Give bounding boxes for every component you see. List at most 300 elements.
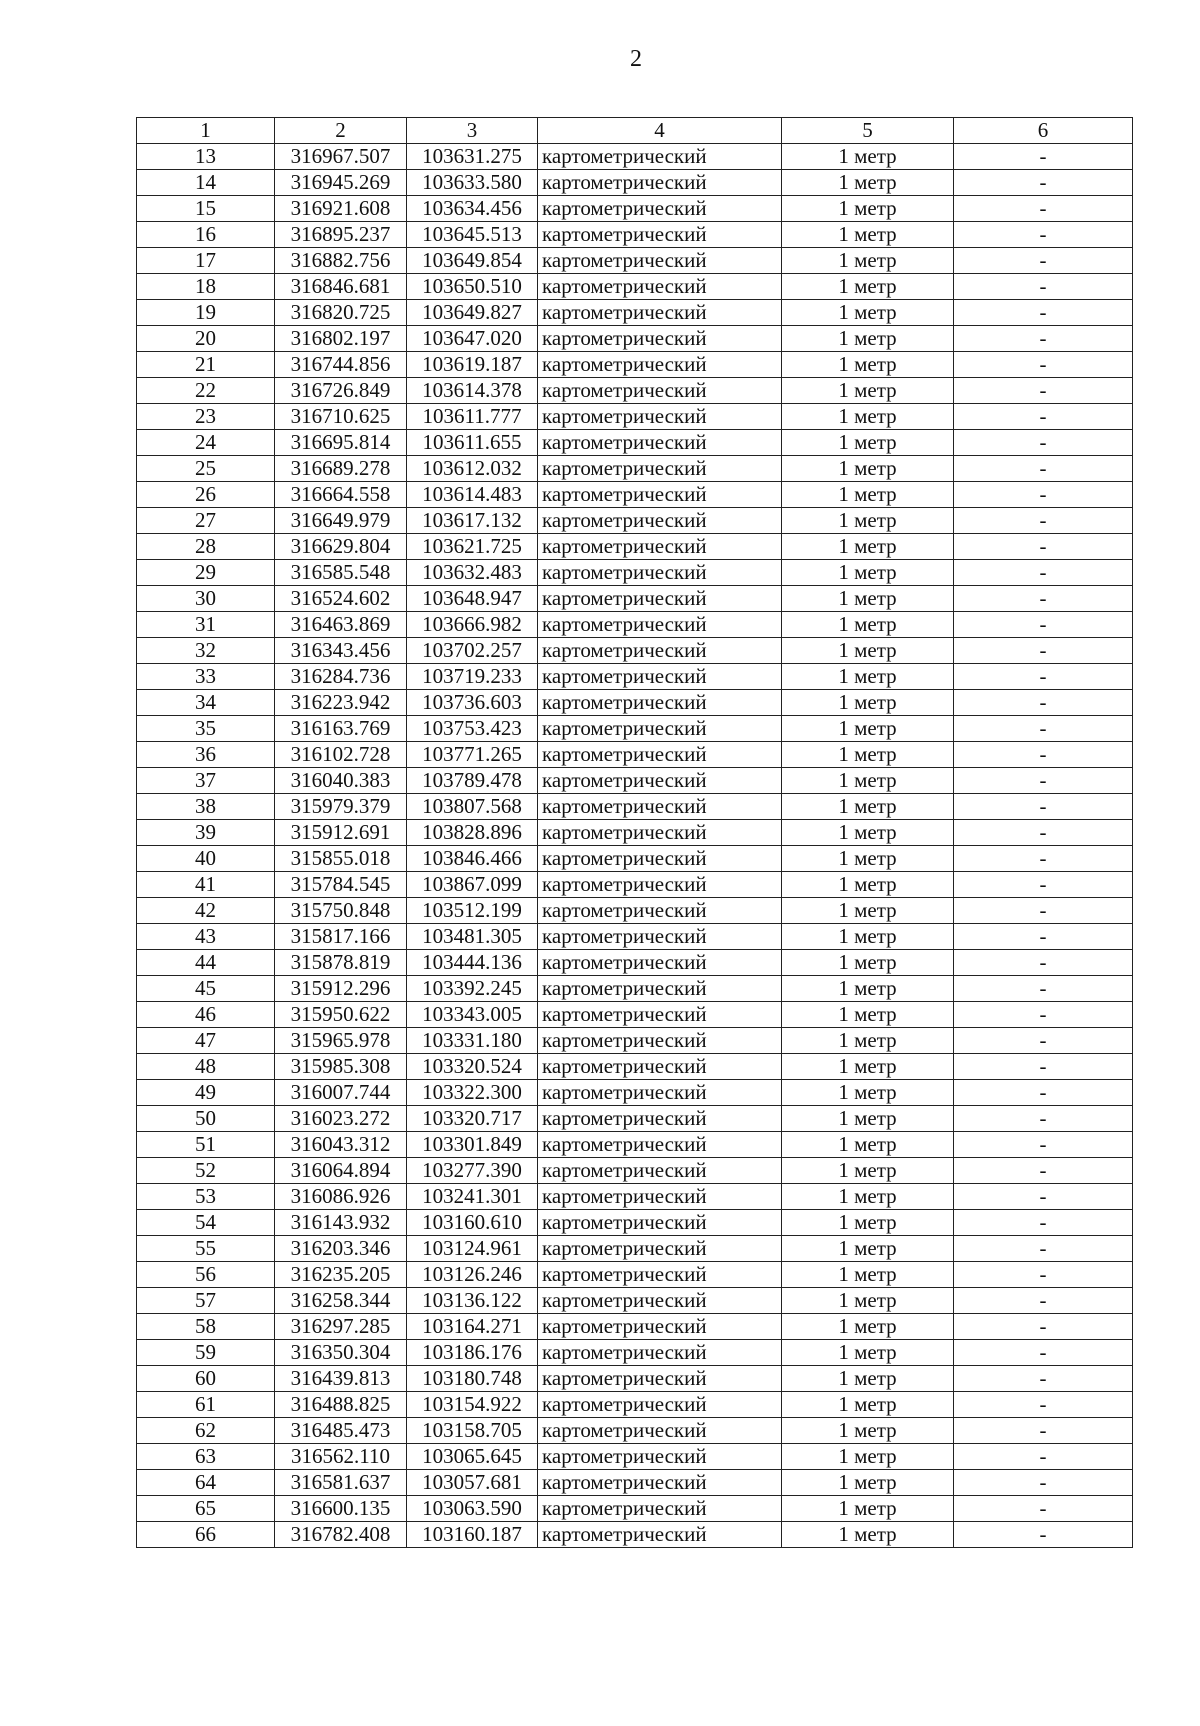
table-row (137, 1132, 1133, 1158)
cell-accuracy: 1 метр (782, 222, 954, 248)
cell-accuracy: 1 метр (782, 1210, 954, 1236)
cell-coordinate-x: 315912.296 (275, 976, 407, 1002)
cell-accuracy: 1 метр (782, 1366, 954, 1392)
table-row (137, 872, 1133, 898)
cell-point-number: 37 (137, 768, 275, 794)
cell-point-number: 48 (137, 1054, 275, 1080)
cell-coordinate-x: 316695.814 (275, 430, 407, 456)
cell-point-number: 42 (137, 898, 275, 924)
cell-coordinate-y: 103241.301 (407, 1184, 538, 1210)
cell-point-number: 46 (137, 1002, 275, 1028)
cell-coordinate-x: 316524.602 (275, 586, 407, 612)
cell-method: картометрический (538, 1392, 782, 1418)
cell-point-number: 49 (137, 1080, 275, 1106)
cell-point-number: 18 (137, 274, 275, 300)
cell-accuracy: 1 метр (782, 1028, 954, 1054)
cell-note: - (954, 690, 1133, 716)
table-row (137, 1340, 1133, 1366)
cell-coordinate-x: 316882.756 (275, 248, 407, 274)
cell-point-number: 43 (137, 924, 275, 950)
table-row (137, 1366, 1133, 1392)
cell-accuracy: 1 метр (782, 1340, 954, 1366)
cell-method: картометрический (538, 1314, 782, 1340)
cell-accuracy: 1 метр (782, 274, 954, 300)
cell-coordinate-y: 103649.827 (407, 300, 538, 326)
cell-coordinate-x: 316689.278 (275, 456, 407, 482)
cell-method: картометрический (538, 378, 782, 404)
cell-coordinate-x: 316649.979 (275, 508, 407, 534)
cell-coordinate-x: 316235.205 (275, 1262, 407, 1288)
cell-point-number: 33 (137, 664, 275, 690)
table-row (137, 1444, 1133, 1470)
table-row (137, 664, 1133, 690)
column-header: 5 (782, 118, 954, 144)
cell-accuracy: 1 метр (782, 664, 954, 690)
cell-coordinate-y: 103648.947 (407, 586, 538, 612)
cell-accuracy: 1 метр (782, 1262, 954, 1288)
cell-coordinate-y: 103331.180 (407, 1028, 538, 1054)
cell-point-number: 32 (137, 638, 275, 664)
cell-note: - (954, 976, 1133, 1002)
column-header: 6 (954, 118, 1133, 144)
cell-note: - (954, 560, 1133, 586)
cell-coordinate-x: 315750.848 (275, 898, 407, 924)
cell-accuracy: 1 метр (782, 352, 954, 378)
cell-note: - (954, 1366, 1133, 1392)
cell-coordinate-y: 103753.423 (407, 716, 538, 742)
cell-coordinate-y: 103611.655 (407, 430, 538, 456)
cell-coordinate-y: 103650.510 (407, 274, 538, 300)
cell-point-number: 61 (137, 1392, 275, 1418)
table-row (137, 794, 1133, 820)
cell-note: - (954, 820, 1133, 846)
table-row (137, 612, 1133, 638)
cell-accuracy: 1 метр (782, 378, 954, 404)
cell-note: - (954, 768, 1133, 794)
cell-accuracy: 1 метр (782, 1288, 954, 1314)
cell-coordinate-y: 103512.199 (407, 898, 538, 924)
cell-coordinate-y: 103719.233 (407, 664, 538, 690)
cell-coordinate-y: 103160.610 (407, 1210, 538, 1236)
cell-coordinate-x: 315855.018 (275, 846, 407, 872)
cell-coordinate-x: 316710.625 (275, 404, 407, 430)
cell-method: картометрический (538, 976, 782, 1002)
cell-coordinate-x: 316921.608 (275, 196, 407, 222)
cell-coordinate-y: 103126.246 (407, 1262, 538, 1288)
cell-accuracy: 1 метр (782, 1132, 954, 1158)
cell-coordinate-y: 103057.681 (407, 1470, 538, 1496)
cell-accuracy: 1 метр (782, 1522, 954, 1548)
cell-point-number: 38 (137, 794, 275, 820)
cell-accuracy: 1 метр (782, 196, 954, 222)
cell-point-number: 59 (137, 1340, 275, 1366)
cell-coordinate-x: 316007.744 (275, 1080, 407, 1106)
table-row (137, 1002, 1133, 1028)
cell-point-number: 50 (137, 1106, 275, 1132)
cell-note: - (954, 846, 1133, 872)
cell-accuracy: 1 метр (782, 482, 954, 508)
cell-note: - (954, 430, 1133, 456)
cell-coordinate-x: 316439.813 (275, 1366, 407, 1392)
cell-coordinate-y: 103612.032 (407, 456, 538, 482)
cell-coordinate-y: 103647.020 (407, 326, 538, 352)
cell-point-number: 30 (137, 586, 275, 612)
table-row (137, 1470, 1133, 1496)
table-row (137, 196, 1133, 222)
cell-point-number: 55 (137, 1236, 275, 1262)
cell-coordinate-y: 103154.922 (407, 1392, 538, 1418)
cell-note: - (954, 300, 1133, 326)
cell-point-number: 51 (137, 1132, 275, 1158)
table-row (137, 534, 1133, 560)
cell-point-number: 22 (137, 378, 275, 404)
cell-coordinate-x: 316846.681 (275, 274, 407, 300)
table-row (137, 976, 1133, 1002)
coordinates-table (136, 117, 1133, 1548)
cell-method: картометрический (538, 1132, 782, 1158)
table-row (137, 1236, 1133, 1262)
cell-coordinate-y: 103301.849 (407, 1132, 538, 1158)
table-row (137, 1106, 1133, 1132)
cell-accuracy: 1 метр (782, 1158, 954, 1184)
cell-point-number: 28 (137, 534, 275, 560)
cell-coordinate-x: 315950.622 (275, 1002, 407, 1028)
table-row (137, 1314, 1133, 1340)
cell-coordinate-y: 103164.271 (407, 1314, 538, 1340)
cell-coordinate-y: 103634.456 (407, 196, 538, 222)
page-number: 2 (630, 46, 642, 72)
cell-method: картометрический (538, 1002, 782, 1028)
table-row (137, 456, 1133, 482)
cell-method: картометрический (538, 1444, 782, 1470)
cell-point-number: 45 (137, 976, 275, 1002)
table-row (137, 1080, 1133, 1106)
cell-accuracy: 1 метр (782, 560, 954, 586)
cell-accuracy: 1 метр (782, 898, 954, 924)
cell-coordinate-y: 103065.645 (407, 1444, 538, 1470)
cell-method: картометрический (538, 430, 782, 456)
cell-note: - (954, 1080, 1133, 1106)
cell-coordinate-x: 315878.819 (275, 950, 407, 976)
table-row (137, 144, 1133, 170)
cell-note: - (954, 1496, 1133, 1522)
cell-method: картометрический (538, 196, 782, 222)
cell-point-number: 19 (137, 300, 275, 326)
table-header-row (137, 118, 1133, 144)
table-row (137, 1054, 1133, 1080)
cell-accuracy: 1 метр (782, 170, 954, 196)
cell-point-number: 62 (137, 1418, 275, 1444)
cell-coordinate-x: 316782.408 (275, 1522, 407, 1548)
cell-method: картометрический (538, 508, 782, 534)
cell-coordinate-y: 103180.748 (407, 1366, 538, 1392)
table-row (137, 248, 1133, 274)
cell-coordinate-x: 316258.344 (275, 1288, 407, 1314)
table-row (137, 898, 1133, 924)
cell-point-number: 58 (137, 1314, 275, 1340)
cell-method: картометрический (538, 274, 782, 300)
cell-note: - (954, 1210, 1133, 1236)
cell-coordinate-y: 103846.466 (407, 846, 538, 872)
cell-note: - (954, 196, 1133, 222)
cell-accuracy: 1 метр (782, 326, 954, 352)
cell-method: картометрический (538, 586, 782, 612)
cell-method: картометрический (538, 326, 782, 352)
cell-coordinate-x: 316581.637 (275, 1470, 407, 1496)
table-row (137, 1392, 1133, 1418)
cell-coordinate-x: 316945.269 (275, 170, 407, 196)
cell-method: картометрический (538, 144, 782, 170)
cell-method: картометрический (538, 1496, 782, 1522)
cell-accuracy: 1 метр (782, 1106, 954, 1132)
cell-method: картометрический (538, 898, 782, 924)
cell-coordinate-x: 316463.869 (275, 612, 407, 638)
cell-method: картометрический (538, 1210, 782, 1236)
cell-coordinate-y: 103320.717 (407, 1106, 538, 1132)
cell-method: картометрический (538, 456, 782, 482)
cell-accuracy: 1 метр (782, 612, 954, 638)
table-row (137, 716, 1133, 742)
cell-coordinate-y: 103617.132 (407, 508, 538, 534)
cell-coordinate-x: 316585.548 (275, 560, 407, 586)
table-row (137, 1158, 1133, 1184)
cell-coordinate-y: 103611.777 (407, 404, 538, 430)
cell-method: картометрический (538, 222, 782, 248)
cell-accuracy: 1 метр (782, 924, 954, 950)
cell-coordinate-y: 103621.725 (407, 534, 538, 560)
cell-method: картометрический (538, 482, 782, 508)
cell-coordinate-y: 103158.705 (407, 1418, 538, 1444)
cell-coordinate-y: 103828.896 (407, 820, 538, 846)
cell-note: - (954, 1028, 1133, 1054)
cell-note: - (954, 222, 1133, 248)
table-row (137, 1184, 1133, 1210)
cell-accuracy: 1 метр (782, 1392, 954, 1418)
cell-coordinate-y: 103614.483 (407, 482, 538, 508)
cell-accuracy: 1 метр (782, 248, 954, 274)
cell-method: картометрический (538, 248, 782, 274)
cell-coordinate-y: 103633.580 (407, 170, 538, 196)
cell-note: - (954, 352, 1133, 378)
cell-note: - (954, 1444, 1133, 1470)
cell-accuracy: 1 метр (782, 1496, 954, 1522)
cell-method: картометрический (538, 1106, 782, 1132)
cell-method: картометрический (538, 846, 782, 872)
cell-note: - (954, 872, 1133, 898)
cell-coordinate-x: 316143.932 (275, 1210, 407, 1236)
cell-coordinate-y: 103444.136 (407, 950, 538, 976)
cell-method: картометрический (538, 404, 782, 430)
table-row (137, 378, 1133, 404)
cell-point-number: 41 (137, 872, 275, 898)
cell-method: картометрический (538, 1288, 782, 1314)
cell-point-number: 15 (137, 196, 275, 222)
cell-note: - (954, 1002, 1133, 1028)
cell-accuracy: 1 метр (782, 638, 954, 664)
table-row (137, 508, 1133, 534)
cell-coordinate-x: 316023.272 (275, 1106, 407, 1132)
cell-point-number: 44 (137, 950, 275, 976)
cell-coordinate-x: 316485.473 (275, 1418, 407, 1444)
cell-point-number: 63 (137, 1444, 275, 1470)
cell-point-number: 26 (137, 482, 275, 508)
cell-note: - (954, 794, 1133, 820)
cell-note: - (954, 1132, 1133, 1158)
cell-point-number: 57 (137, 1288, 275, 1314)
cell-accuracy: 1 метр (782, 716, 954, 742)
table-row (137, 560, 1133, 586)
cell-note: - (954, 742, 1133, 768)
table-row (137, 1522, 1133, 1548)
cell-point-number: 34 (137, 690, 275, 716)
cell-coordinate-x: 316343.456 (275, 638, 407, 664)
cell-note: - (954, 1158, 1133, 1184)
cell-coordinate-y: 103631.275 (407, 144, 538, 170)
cell-accuracy: 1 метр (782, 950, 954, 976)
cell-note: - (954, 404, 1133, 430)
cell-coordinate-x: 316744.856 (275, 352, 407, 378)
cell-note: - (954, 586, 1133, 612)
cell-note: - (954, 716, 1133, 742)
cell-point-number: 21 (137, 352, 275, 378)
cell-point-number: 24 (137, 430, 275, 456)
cell-accuracy: 1 метр (782, 872, 954, 898)
cell-coordinate-x: 316064.894 (275, 1158, 407, 1184)
cell-note: - (954, 950, 1133, 976)
cell-accuracy: 1 метр (782, 430, 954, 456)
cell-accuracy: 1 метр (782, 144, 954, 170)
cell-point-number: 29 (137, 560, 275, 586)
cell-coordinate-x: 316086.926 (275, 1184, 407, 1210)
cell-note: - (954, 1262, 1133, 1288)
table-row (137, 170, 1133, 196)
table-row (137, 1418, 1133, 1444)
cell-coordinate-x: 316043.312 (275, 1132, 407, 1158)
cell-note: - (954, 248, 1133, 274)
cell-note: - (954, 664, 1133, 690)
cell-method: картометрический (538, 1236, 782, 1262)
table-row (137, 846, 1133, 872)
cell-note: - (954, 612, 1133, 638)
cell-note: - (954, 1418, 1133, 1444)
cell-method: картометрический (538, 1262, 782, 1288)
cell-coordinate-y: 103343.005 (407, 1002, 538, 1028)
table-row (137, 1210, 1133, 1236)
cell-point-number: 35 (137, 716, 275, 742)
cell-point-number: 13 (137, 144, 275, 170)
cell-note: - (954, 1106, 1133, 1132)
column-header: 4 (538, 118, 782, 144)
cell-accuracy: 1 метр (782, 690, 954, 716)
cell-method: картометрический (538, 1080, 782, 1106)
cell-point-number: 17 (137, 248, 275, 274)
cell-method: картометрический (538, 1158, 782, 1184)
table-row (137, 404, 1133, 430)
cell-method: картометрический (538, 820, 782, 846)
cell-method: картометрический (538, 1470, 782, 1496)
cell-accuracy: 1 метр (782, 1054, 954, 1080)
cell-coordinate-y: 103645.513 (407, 222, 538, 248)
cell-coordinate-x: 316223.942 (275, 690, 407, 716)
cell-method: картометрический (538, 924, 782, 950)
cell-accuracy: 1 метр (782, 1418, 954, 1444)
column-header: 1 (137, 118, 275, 144)
cell-point-number: 66 (137, 1522, 275, 1548)
cell-method: картометрический (538, 560, 782, 586)
table-row (137, 482, 1133, 508)
table-row (137, 274, 1133, 300)
cell-note: - (954, 1054, 1133, 1080)
cell-method: картометрический (538, 534, 782, 560)
cell-coordinate-x: 316350.304 (275, 1340, 407, 1366)
table-row (137, 1496, 1133, 1522)
cell-point-number: 39 (137, 820, 275, 846)
cell-note: - (954, 326, 1133, 352)
cell-coordinate-y: 103789.478 (407, 768, 538, 794)
cell-method: картометрический (538, 872, 782, 898)
cell-method: картометрический (538, 170, 782, 196)
cell-coordinate-x: 315979.379 (275, 794, 407, 820)
table-row (137, 1028, 1133, 1054)
table-row (137, 742, 1133, 768)
cell-coordinate-y: 103867.099 (407, 872, 538, 898)
cell-coordinate-x: 316629.804 (275, 534, 407, 560)
column-header: 2 (275, 118, 407, 144)
cell-method: картометрический (538, 638, 782, 664)
cell-method: картометрический (538, 716, 782, 742)
cell-coordinate-x: 316967.507 (275, 144, 407, 170)
cell-note: - (954, 1314, 1133, 1340)
cell-point-number: 56 (137, 1262, 275, 1288)
cell-method: картометрический (538, 1054, 782, 1080)
cell-accuracy: 1 метр (782, 1236, 954, 1262)
cell-coordinate-x: 315965.978 (275, 1028, 407, 1054)
table-row (137, 1262, 1133, 1288)
cell-point-number: 16 (137, 222, 275, 248)
cell-method: картометрический (538, 1522, 782, 1548)
cell-coordinate-x: 316600.135 (275, 1496, 407, 1522)
table-row (137, 924, 1133, 950)
cell-note: - (954, 1470, 1133, 1496)
cell-coordinate-y: 103063.590 (407, 1496, 538, 1522)
cell-coordinate-y: 103322.300 (407, 1080, 538, 1106)
cell-point-number: 25 (137, 456, 275, 482)
cell-accuracy: 1 метр (782, 1444, 954, 1470)
table-row (137, 430, 1133, 456)
cell-coordinate-y: 103186.176 (407, 1340, 538, 1366)
cell-method: картометрический (538, 794, 782, 820)
cell-method: картометрический (538, 612, 782, 638)
cell-accuracy: 1 метр (782, 820, 954, 846)
table-row (137, 352, 1133, 378)
cell-coordinate-y: 103392.245 (407, 976, 538, 1002)
cell-method: картометрический (538, 768, 782, 794)
cell-coordinate-y: 103666.982 (407, 612, 538, 638)
cell-accuracy: 1 метр (782, 1470, 954, 1496)
cell-method: картометрический (538, 1184, 782, 1210)
cell-coordinate-x: 316102.728 (275, 742, 407, 768)
table-row (137, 690, 1133, 716)
cell-point-number: 27 (137, 508, 275, 534)
cell-coordinate-x: 316895.237 (275, 222, 407, 248)
cell-point-number: 23 (137, 404, 275, 430)
cell-point-number: 52 (137, 1158, 275, 1184)
cell-accuracy: 1 метр (782, 742, 954, 768)
cell-note: - (954, 534, 1133, 560)
cell-point-number: 14 (137, 170, 275, 196)
column-header: 3 (407, 118, 538, 144)
cell-method: картометрический (538, 352, 782, 378)
